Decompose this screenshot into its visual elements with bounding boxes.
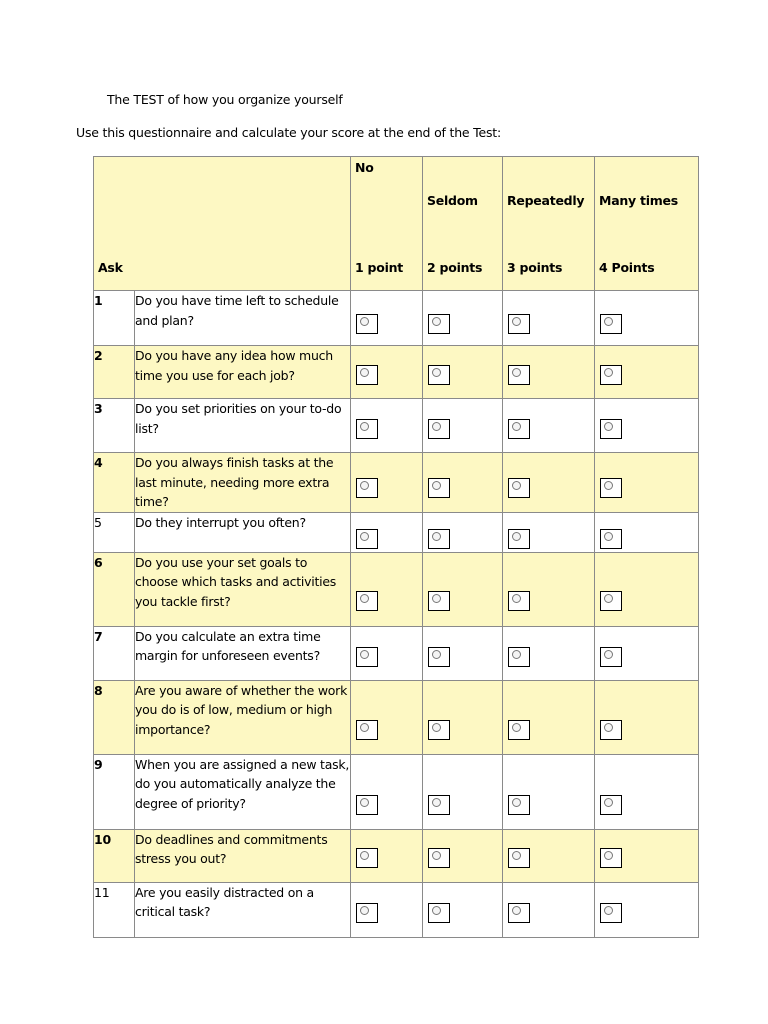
answer-cell-seldom: [423, 399, 503, 453]
header-repeatedly-points: 3 points: [507, 260, 563, 275]
answer-seldom-checkbox[interactable]: [428, 647, 450, 667]
question-text: Do you always finish tasks at the last minute, needing more extra time?: [135, 453, 351, 513]
answer-cell-repeatedly: [503, 346, 595, 399]
table-row: [94, 512, 699, 552]
header-ask-label: Ask: [98, 260, 123, 275]
answer-no-checkbox[interactable]: [356, 720, 378, 740]
answer-no-checkbox[interactable]: [356, 647, 378, 667]
answer-cell-many-times: [595, 829, 699, 882]
answer-many-times-checkbox[interactable]: [600, 647, 622, 667]
answer-seldom-checkbox[interactable]: [428, 314, 450, 334]
table-row: [94, 754, 699, 829]
answer-cell-repeatedly: [503, 453, 595, 513]
answer-many-times-checkbox[interactable]: [600, 419, 622, 439]
answer-cell-repeatedly: [503, 882, 595, 937]
question-number: 9: [94, 754, 135, 829]
answer-no-checkbox[interactable]: [356, 848, 378, 868]
question-number: 5: [94, 512, 135, 552]
question-text: When you are assigned a new task, do you automatically analyze the degree of priority?: [135, 754, 351, 829]
answer-no-checkbox[interactable]: [356, 903, 378, 923]
answer-seldom-checkbox[interactable]: [428, 720, 450, 740]
question-text: Do you have any idea how much time you use for each job?: [135, 346, 351, 399]
answer-cell-repeatedly: [503, 754, 595, 829]
header-many-times-points: 4 Points: [599, 260, 655, 275]
answer-cell-repeatedly: [503, 552, 595, 626]
answer-cell-seldom: [423, 754, 503, 829]
answer-many-times-checkbox[interactable]: [600, 529, 622, 549]
intro-text: Use this questionnaire and calculate your score at the end of the Test:: [76, 125, 502, 140]
header-seldom-label: Seldom: [427, 193, 478, 208]
answer-cell-no: [351, 552, 423, 626]
question-text: Are you easily distracted on a critical task?: [135, 882, 351, 937]
answer-repeatedly-checkbox[interactable]: [508, 903, 530, 923]
answer-cell-no: [351, 882, 423, 937]
question-text: Do you use your set goals to choose which tasks and activities you tackle first?: [135, 552, 351, 626]
header-no-label: No: [355, 160, 374, 175]
table-row: [94, 829, 699, 882]
header-repeatedly-label: Repeatedly: [507, 193, 585, 208]
answer-many-times-checkbox[interactable]: [600, 720, 622, 740]
answer-no-checkbox[interactable]: [356, 478, 378, 498]
answer-cell-seldom: [423, 291, 503, 346]
question-number: 7: [94, 626, 135, 680]
answer-cell-no: [351, 291, 423, 346]
answer-cell-no: [351, 346, 423, 399]
answer-cell-no: [351, 680, 423, 754]
questionnaire-table: [93, 156, 699, 938]
question-text: Do you set priorities on your to-do list?: [135, 399, 351, 453]
answer-many-times-checkbox[interactable]: [600, 314, 622, 334]
answer-cell-many-times: [595, 754, 699, 829]
question-number: 10: [94, 829, 135, 882]
answer-cell-repeatedly: [503, 399, 595, 453]
answer-cell-seldom: [423, 346, 503, 399]
header-seldom-cell: [423, 157, 503, 291]
header-seldom-points: 2 points: [427, 260, 483, 275]
answer-repeatedly-checkbox[interactable]: [508, 591, 530, 611]
answer-cell-many-times: [595, 680, 699, 754]
answer-repeatedly-checkbox[interactable]: [508, 478, 530, 498]
answer-seldom-checkbox[interactable]: [428, 795, 450, 815]
answer-cell-no: [351, 829, 423, 882]
answer-cell-no: [351, 754, 423, 829]
answer-cell-seldom: [423, 882, 503, 937]
answer-repeatedly-checkbox[interactable]: [508, 419, 530, 439]
answer-cell-repeatedly: [503, 626, 595, 680]
page-title: The TEST of how you organize yourself: [107, 92, 343, 107]
question-text: Do deadlines and commitments stress you out?: [135, 829, 351, 882]
answer-cell-seldom: [423, 512, 503, 552]
answer-cell-many-times: [595, 512, 699, 552]
answer-cell-no: [351, 512, 423, 552]
answer-cell-seldom: [423, 453, 503, 513]
question-text: Do you have time left to schedule and plan?: [135, 291, 351, 346]
answer-cell-many-times: [595, 346, 699, 399]
table-row: [94, 882, 699, 937]
answer-no-checkbox[interactable]: [356, 529, 378, 549]
header-repeatedly-cell: [503, 157, 595, 291]
answer-cell-repeatedly: [503, 291, 595, 346]
question-text: Are you aware of whether the work you do is of low, medium or high importance?: [135, 680, 351, 754]
answer-cell-no: [351, 626, 423, 680]
table-row: [94, 453, 699, 513]
header-ask-cell: [94, 157, 351, 291]
answer-cell-many-times: [595, 399, 699, 453]
answer-cell-many-times: [595, 552, 699, 626]
answer-seldom-checkbox[interactable]: [428, 365, 450, 385]
question-number: 6: [94, 552, 135, 626]
answer-cell-seldom: [423, 626, 503, 680]
answer-repeatedly-checkbox[interactable]: [508, 720, 530, 740]
answer-seldom-checkbox[interactable]: [428, 478, 450, 498]
table-row: [94, 680, 699, 754]
answer-repeatedly-checkbox[interactable]: [508, 314, 530, 334]
answer-many-times-checkbox[interactable]: [600, 591, 622, 611]
answer-repeatedly-checkbox[interactable]: [508, 529, 530, 549]
table-row: [94, 346, 699, 399]
answer-repeatedly-checkbox[interactable]: [508, 795, 530, 815]
header-many-times-cell: [595, 157, 699, 291]
answer-many-times-checkbox[interactable]: [600, 848, 622, 868]
header-many-times-label: Many times: [599, 193, 678, 208]
answer-many-times-checkbox[interactable]: [600, 478, 622, 498]
answer-cell-many-times: [595, 626, 699, 680]
answer-cell-many-times: [595, 882, 699, 937]
answer-no-checkbox[interactable]: [356, 419, 378, 439]
answer-cell-seldom: [423, 680, 503, 754]
answer-cell-many-times: [595, 291, 699, 346]
table-row: [94, 399, 699, 453]
answer-no-checkbox[interactable]: [356, 365, 378, 385]
answer-seldom-checkbox[interactable]: [428, 529, 450, 549]
answer-seldom-checkbox[interactable]: [428, 419, 450, 439]
answer-seldom-checkbox[interactable]: [428, 848, 450, 868]
question-number: 1: [94, 291, 135, 346]
answer-seldom-checkbox[interactable]: [428, 591, 450, 611]
answer-cell-seldom: [423, 552, 503, 626]
answer-repeatedly-checkbox[interactable]: [508, 365, 530, 385]
answer-repeatedly-checkbox[interactable]: [508, 848, 530, 868]
answer-cell-many-times: [595, 453, 699, 513]
answer-no-checkbox[interactable]: [356, 591, 378, 611]
answer-many-times-checkbox[interactable]: [600, 365, 622, 385]
question-number: 8: [94, 680, 135, 754]
answer-cell-repeatedly: [503, 829, 595, 882]
header-no-points: 1 point: [355, 260, 403, 275]
header-no-cell: [351, 157, 423, 291]
answer-cell-repeatedly: [503, 512, 595, 552]
answer-repeatedly-checkbox[interactable]: [508, 647, 530, 667]
question-number: 2: [94, 346, 135, 399]
question-number: 3: [94, 399, 135, 453]
answer-many-times-checkbox[interactable]: [600, 903, 622, 923]
question-number: 4: [94, 453, 135, 513]
answer-cell-seldom: [423, 829, 503, 882]
answer-many-times-checkbox[interactable]: [600, 795, 622, 815]
table-row: [94, 626, 699, 680]
question-number: 11: [94, 882, 135, 937]
question-text: Do you calculate an extra time margin for unforeseen events?: [135, 626, 351, 680]
table-header-row: [94, 157, 699, 291]
table-row: [94, 291, 699, 346]
answer-cell-no: [351, 453, 423, 513]
table-row: [94, 552, 699, 626]
answer-seldom-checkbox[interactable]: [428, 903, 450, 923]
answer-cell-repeatedly: [503, 680, 595, 754]
answer-no-checkbox[interactable]: [356, 795, 378, 815]
answer-cell-no: [351, 399, 423, 453]
answer-no-checkbox[interactable]: [356, 314, 378, 334]
question-text: Do they interrupt you often?: [135, 512, 351, 552]
